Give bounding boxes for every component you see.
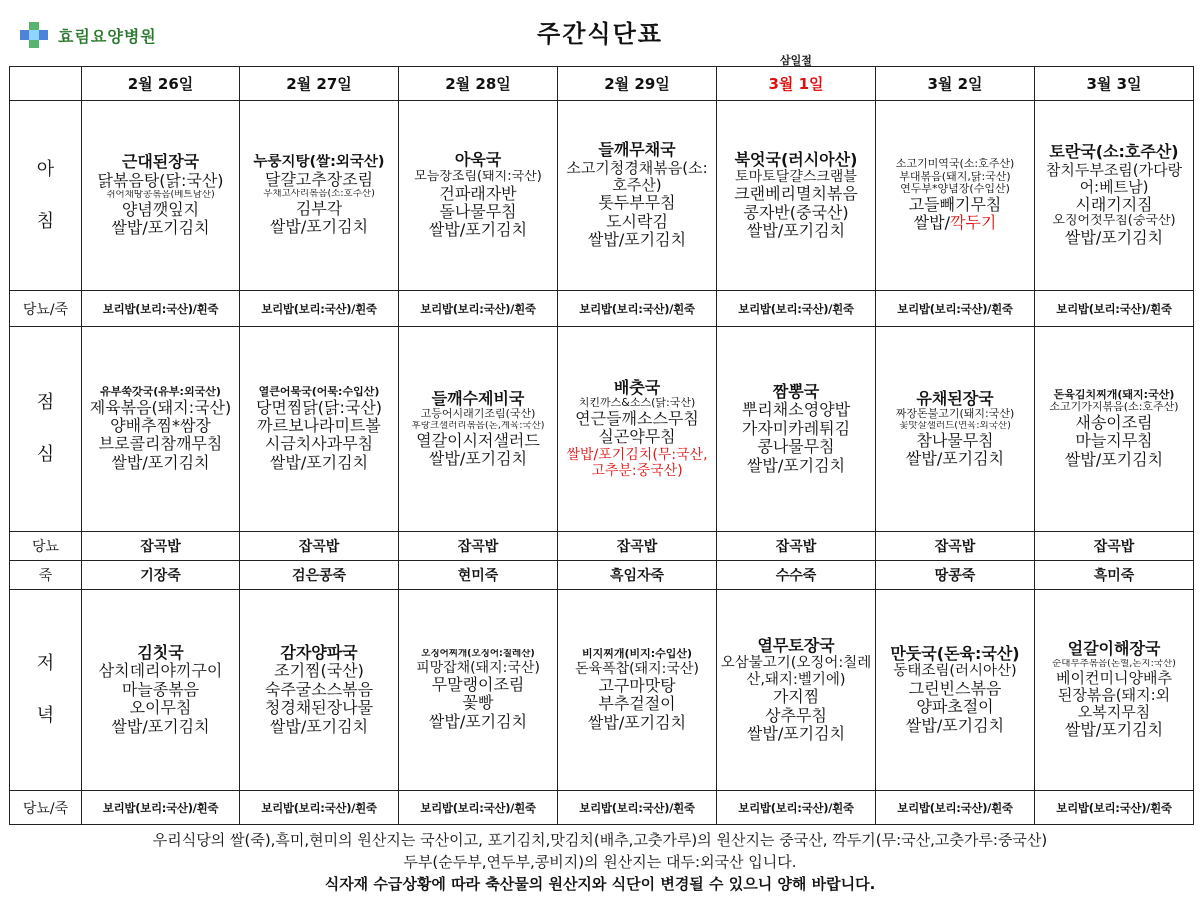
diabetic-porridge-cell: 보리밥(보리:국산)/흰죽 xyxy=(558,291,717,327)
breakfast-row xyxy=(10,101,1194,291)
porridge-cell: 수수죽 xyxy=(717,561,876,590)
diabetic-porridge-label: 당뇨/죽 xyxy=(10,291,82,327)
breakfast-cell: 들깨무채국 소고기청경채볶음(소:호주산) 톳두부무침 도시락김 쌀밥/포기김치 xyxy=(558,101,717,291)
date-header-holiday: 3월 1일 xyxy=(717,67,876,101)
diabetic-porridge-cell: 보리밥(보리:국산)/흰죽 xyxy=(240,791,399,825)
porridge-cell: 땅콩죽 xyxy=(876,561,1035,590)
diabetic-cell: 잡곡밥 xyxy=(876,532,1035,561)
date-header: 2월 27일 xyxy=(240,67,399,101)
lunch-cell: 돈육김치찌개(돼지:국산) 소고기가지볶음(소:호주산) 새송이조림 마늘지무침 쌀밥/포기김치 xyxy=(1035,327,1194,532)
diabetic-porridge-cell: 보리밥(보리:국산)/흰죽 xyxy=(876,291,1035,327)
breakfast-cell: 누룽지탕(쌀:외국산) 달걀고추장조림 우채고사리볶음(소:호주산) 김부각 쌀밥/포기김치 xyxy=(240,101,399,291)
date-header: 2월 28일 xyxy=(399,67,558,101)
diabetic-porridge-cell: 보리밥(보리:국산)/흰죽 xyxy=(876,791,1035,825)
change-notice: 식자재 수급상황에 따라 축산물의 원산지와 식단이 변경될 수 있으니 양해 바랍니다. xyxy=(324,875,876,893)
lunch-cell: 열큰어묵국(어묵:수입산) 당면찜닭(닭:국산) 까르보나라미트볼 시금치사과무침 쌀밥/포기김치 xyxy=(240,327,399,532)
logo-text: 효림요양병원 xyxy=(58,26,157,46)
porridge-cell: 현미죽 xyxy=(399,561,558,590)
breakfast-cell: 근대된장국 닭볶음탕(닭:국산) 쥐어채땅콩볶음(베트남산) 양념깻잎지 쌀밥/포기김치 xyxy=(82,101,240,291)
lunch-cell: 유채된장국 짜장돈불고기(돼지:국산) 꽃맛살샐러드(연육:외국산) 참나물무침 쌀밥/포기김치 xyxy=(876,327,1035,532)
holiday-note: 삼일절 xyxy=(780,54,812,67)
diabetic-cell: 잡곡밥 xyxy=(558,532,717,561)
porridge-cell: 흑임자죽 xyxy=(558,561,717,590)
dinner-cell: 열무토장국 오삼불고기(오징어:칠레산,돼지:벨기에) 가지찜 상추무침 쌀밥/포기김치 xyxy=(717,590,876,791)
dinner-cell: 얼갈이해장국 순대부추볶음(돈혈,돈지:국산) 베이컨미니양배추 된장볶음(돼지:외 오복지무침 쌀밥/포기김치 xyxy=(1035,590,1194,791)
dinner-cell: 오징어찌개(오징어:칠레산) 피망잡채(돼지:국산) 무말랭이조림 꽃빵 쌀밥/포기김치 xyxy=(399,590,558,791)
diabetic-porridge-cell: 보리밥(보리:국산)/흰죽 xyxy=(82,791,240,825)
diabetic-cell: 잡곡밥 xyxy=(240,532,399,561)
breakfast-cell: 토란국(소:호주산) 참치두부조림(가다랑어:베트남) 시래기지짐 오징어젓무침(중국산) 쌀밥/포기김치 xyxy=(1035,101,1194,291)
date-header: 3월 2일 xyxy=(876,67,1035,101)
porridge-label: 죽 xyxy=(10,561,82,590)
diabetic-cell: 잡곡밥 xyxy=(399,532,558,561)
diabetic-cell: 잡곡밥 xyxy=(717,532,876,561)
origin-note-line1: 우리식당의 쌀(죽),흑미,현미의 원산지는 국산이고, 포기김치,맛김치(배추,고춧가루)의 원산지는 중국산, 깍두기(무:국산,고춧가루:중국산) xyxy=(152,831,1048,849)
dinner-cell: 김칫국 삼치데리야끼구이 마늘종볶음 오이무침 쌀밥/포기김치 xyxy=(82,590,240,791)
diabetic-porridge-am-row xyxy=(10,291,1194,327)
page-title: 주간식단표 xyxy=(537,20,663,48)
weekly-menu-table xyxy=(9,66,1194,825)
lunch-row xyxy=(10,327,1194,532)
date-header: 3월 3일 xyxy=(1035,67,1194,101)
diabetic-porridge-cell: 보리밥(보리:국산)/흰죽 xyxy=(1035,791,1194,825)
dinner-row xyxy=(10,590,1194,791)
diabetic-porridge-cell: 보리밥(보리:국산)/흰죽 xyxy=(82,291,240,327)
dinner-cell: 감자양파국 조기찜(국산) 숙주굴소스볶음 청경채된장나물 쌀밥/포기김치 xyxy=(240,590,399,791)
diabetic-cell: 잡곡밥 xyxy=(82,532,240,561)
dinner-label: 저 녁 xyxy=(10,590,82,791)
diabetic-porridge-cell: 보리밥(보리:국산)/흰죽 xyxy=(717,791,876,825)
porridge-pm-row xyxy=(10,561,1194,590)
diabetic-porridge-cell: 보리밥(보리:국산)/흰죽 xyxy=(1035,291,1194,327)
diabetic-porridge-pm-row xyxy=(10,791,1194,825)
diabetic-porridge-cell: 보리밥(보리:국산)/흰죽 xyxy=(240,291,399,327)
diabetic-cell: 잡곡밥 xyxy=(1035,532,1194,561)
diabetic-porridge-cell: 보리밥(보리:국산)/흰죽 xyxy=(717,291,876,327)
porridge-cell: 검은콩죽 xyxy=(240,561,399,590)
dinner-cell: 만둣국(돈육:국산) 동태조림(러시아산) 그린빈스볶음 양파초절이 쌀밥/포기김치 xyxy=(876,590,1035,791)
date-header-row xyxy=(10,67,1194,101)
lunch-cell: 배춧국 치킨까스&소스(닭:국산) 연근들깨소스무침 실곤약무침 쌀밥/포기김치(무:국산,고추분:중국산) xyxy=(558,327,717,532)
breakfast-cell: 소고기미역국(소:호주산) 부대볶음(돼지,닭:국산) 연두부*양념장(수입산) 고들빼기무침 쌀밥/깍두기 xyxy=(876,101,1035,291)
lunch-cell: 들깨수제비국 고등어시래기조림(국산) 후랑크샐러리볶음(돈,계육:국산) 열갈이시저샐러드 쌀밥/포기김치 xyxy=(399,327,558,532)
corner-cell xyxy=(10,67,82,101)
lunch-cell: 짬뽕국 뿌리채소영양밥 가자미카레튀김 콩나물무침 쌀밥/포기김치 xyxy=(717,327,876,532)
lunch-cell: 유부쑥갓국(유부:외국산) 제육볶음(돼지:국산) 양배추찜*쌈장 브로콜리참깨무침 쌀밥/포기김치 xyxy=(82,327,240,532)
origin-note-line2: 두부(순두부,연두부,콩비지)의 원산지는 대두:외국산 입니다. xyxy=(403,853,797,871)
date-header: 2월 29일 xyxy=(558,67,717,101)
diabetic-porridge-cell: 보리밥(보리:국산)/흰죽 xyxy=(399,291,558,327)
lunch-label: 점 심 xyxy=(10,327,82,532)
breakfast-cell: 아욱국 모듬장조림(돼지:국산) 건파래자반 돌나물무침 쌀밥/포기김치 xyxy=(399,101,558,291)
breakfast-cell: 북엇국(러시아산) 토마토달걀스크램블 크랜베리멸치볶음 콩자반(중국산) 쌀밥/포기김치 xyxy=(717,101,876,291)
breakfast-label: 아 침 xyxy=(10,101,82,291)
diabetic-label: 당뇨 xyxy=(10,532,82,561)
porridge-cell: 기장죽 xyxy=(82,561,240,590)
rice-kkakdugi: 쌀밥/깍두기 xyxy=(913,214,997,233)
dinner-cell: 비지찌개(비지:수입산) 돈육폭찹(돼지:국산) 고구마맛탕 부추겉절이 쌀밥/포기김치 xyxy=(558,590,717,791)
diabetic-porridge-label: 당뇨/죽 xyxy=(10,791,82,825)
diabetic-pm-row xyxy=(10,532,1194,561)
porridge-cell: 흑미죽 xyxy=(1035,561,1194,590)
date-header: 2월 26일 xyxy=(82,67,240,101)
diabetic-porridge-cell: 보리밥(보리:국산)/흰죽 xyxy=(558,791,717,825)
diabetic-porridge-cell: 보리밥(보리:국산)/흰죽 xyxy=(399,791,558,825)
